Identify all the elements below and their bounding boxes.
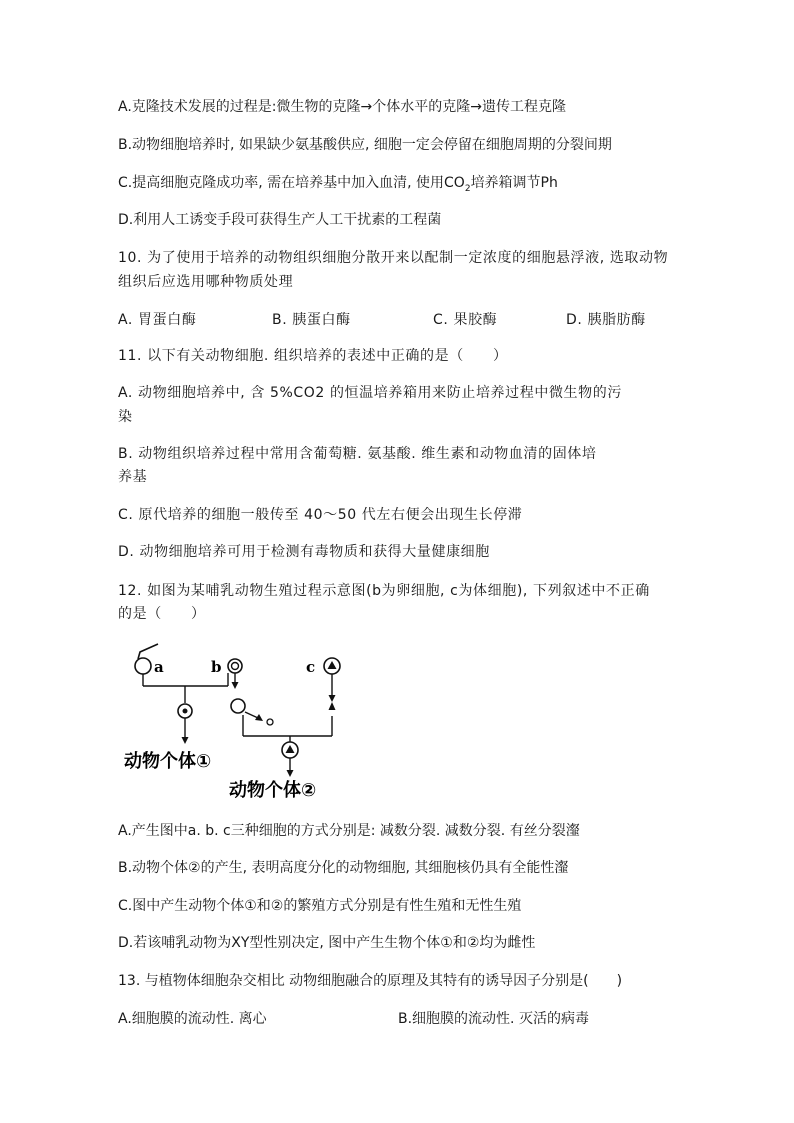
q9-option-c-text: C.提高细胞克隆成功率, 需在培养基中加入血清, 使用CO bbox=[118, 175, 465, 191]
q9-option-c-text-end: 培养箱调节Ph bbox=[470, 175, 558, 191]
q11-stem: 11. 以下有关动物细胞. 组织培养的表述中正确的是（ ） bbox=[118, 348, 508, 364]
arrow-to-individual-1 bbox=[182, 718, 189, 744]
cell-c-somatic-icon bbox=[324, 658, 340, 674]
arrow-to-individual-2 bbox=[287, 758, 294, 777]
q10-stem-line-2: 组织后应选用哪种物质处理 bbox=[118, 274, 294, 290]
q9-option-a: A.克隆技术发展的过程是:微生物的克隆→个体水平的克隆→遗传工程克隆 bbox=[118, 99, 566, 115]
q12-option-c: C.图中产生动物个体①和②的繁殖方式分别是有性生殖和无性生殖 bbox=[118, 898, 522, 914]
arrow-c-down-icon bbox=[329, 695, 336, 702]
q9-option-c bbox=[118, 174, 558, 198]
q11-option-b-line-1: B. 动物组织培养过程中常用含葡萄糖. 氨基酸. 维生素和动物血清的固体培 bbox=[118, 446, 597, 462]
q12-option-d: D.若该哺乳动物为XY型性别决定, 图中产生生物个体①和②均为雌性 bbox=[118, 935, 536, 951]
zygote-icon bbox=[178, 704, 192, 718]
q11-option-d: D. 动物细胞培养可用于检测有毒物质和获得大量健康细胞 bbox=[118, 544, 490, 560]
nuclear-transfer-lines bbox=[235, 673, 332, 742]
label-b: b bbox=[211, 658, 222, 676]
q12-option-b: B.动物个体②的产生, 表明高度分化的动物细胞, 其细胞核仍具有全能性瀣 bbox=[118, 860, 569, 876]
q9-option-b: B.动物细胞培养时, 如果缺少氨基酸供应, 细胞一定会停留在细胞周期的分裂间期 bbox=[118, 137, 612, 153]
reproduction-diagram bbox=[118, 638, 358, 808]
q10-stem-line-1: 10. 为了使用于培养的动物组织细胞分散开来以配制一定浓度的细胞悬浮液, 选取动物 bbox=[118, 250, 669, 266]
q13-option-b: B.细胞膜的流动性. 灭活的病毒 bbox=[398, 1011, 589, 1027]
q12-stem-line-1: 12. 如图为某哺乳动物生殖过程示意图(b为卵细胞, c为体细胞), 下列叙述中不正确 bbox=[118, 583, 650, 599]
q13-option-a: A.细胞膜的流动性. 离心 bbox=[118, 1011, 267, 1027]
q10-option-a: A. 胃蛋白酶 bbox=[118, 312, 197, 328]
q11-option-a-line-1: A. 动物细胞培养中, 含 5%CO2 的恒温培养箱用来防止培养过程中微生物的污 bbox=[118, 385, 622, 401]
q10-option-d: D. 胰脂肪酶 bbox=[566, 312, 646, 328]
removed-nucleus-icon bbox=[267, 719, 273, 725]
arrow-up-icon bbox=[329, 702, 336, 710]
label-c: c bbox=[306, 658, 316, 676]
q10-option-c: C. 果胶酶 bbox=[433, 312, 498, 328]
fertilization-lines bbox=[143, 673, 228, 703]
cell-b-egg-icon bbox=[228, 659, 242, 673]
q11-option-b-line-2: 养基 bbox=[118, 469, 148, 485]
arrow-egg-down-icon bbox=[232, 682, 239, 689]
q13-stem: 13. 与植物体细胞杂交相比 动物细胞融合的原理及其特有的诱导因子分别是( ) bbox=[118, 973, 623, 989]
q12-option-a: A.产生图中a. b. c三种细胞的方式分别是: 减数分裂. 减数分裂. 有丝分裂瀣 bbox=[118, 823, 580, 839]
q11-option-a-line-2: 染 bbox=[118, 409, 133, 425]
label-a: a bbox=[154, 658, 164, 676]
label-individual-2: 动物个体② bbox=[229, 780, 317, 801]
label-individual-1: 动物个体① bbox=[124, 751, 212, 772]
q9-option-d: D.利用人工诱变手段可获得生产人工干扰素的工程菌 bbox=[118, 212, 442, 228]
q11-option-c: C. 原代培养的细胞一般传至 40～50 代左右便会出现生长停滞 bbox=[118, 507, 523, 523]
q9-option-c-subscript: 2 bbox=[464, 183, 471, 194]
q12-stem-line-2: 的是（ ） bbox=[118, 606, 206, 622]
q10-option-b: B. 胰蛋白酶 bbox=[272, 312, 351, 328]
enucleated-egg-icon bbox=[231, 699, 245, 713]
reconstructed-cell-icon bbox=[282, 742, 298, 758]
